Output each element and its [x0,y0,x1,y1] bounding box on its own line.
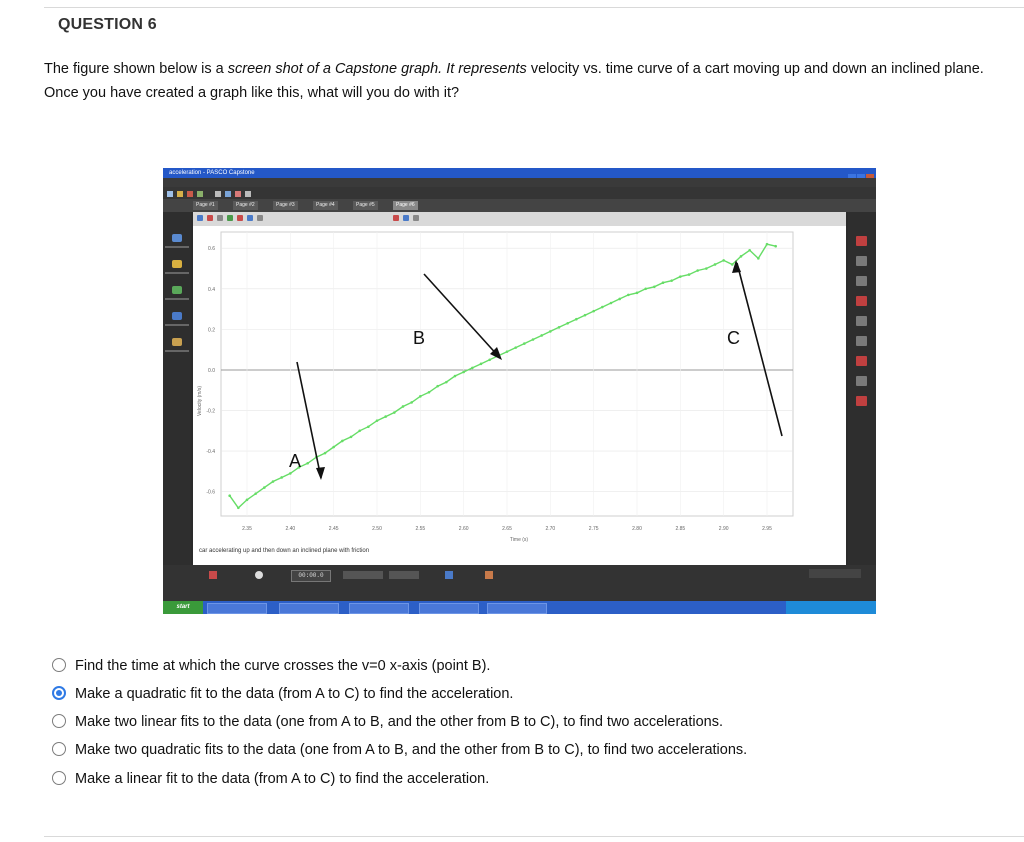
table-display-icon[interactable] [856,256,867,266]
data-point [679,275,682,278]
window-controls [847,169,874,177]
timer-display: 00:00.0 [291,570,331,582]
calculator-icon[interactable] [172,286,182,294]
data-point [471,367,474,370]
x-tick-label: 2.70 [545,526,556,532]
taskbar-item[interactable] [279,603,339,614]
controls-bar [163,565,876,601]
velocity-series-line [230,244,776,508]
data-point [514,346,517,349]
data-point [636,292,639,295]
start-button[interactable]: start [163,601,203,614]
palette-label [165,298,189,300]
scope-display-icon[interactable] [856,336,867,346]
displays-palette [848,212,876,565]
curve-fit-icon[interactable] [207,215,213,221]
annotation-b: B [413,328,426,348]
data-point [523,342,526,345]
data-point [488,359,491,362]
data-point [670,279,673,282]
palette-label [165,246,189,248]
data-point [306,462,309,465]
radio-button[interactable] [52,742,66,756]
data-point [246,498,249,501]
stats-icon[interactable] [247,215,253,221]
record-icon [209,571,217,579]
data-point [662,281,665,284]
slope-icon[interactable] [257,215,263,221]
data-point [575,318,578,321]
data-point [419,395,422,398]
graph-display-icon[interactable] [856,236,867,246]
tools-icon[interactable] [172,338,182,346]
data-point [757,257,760,260]
data-point [445,381,448,384]
data-point [584,314,587,317]
graph-toolbar [193,212,846,227]
tab-page-3[interactable]: Page #3 [273,201,298,210]
data-point [332,446,335,449]
taskbar-item[interactable] [207,603,267,614]
data-point [462,371,465,374]
velocity-series-points [228,243,777,509]
tab-page-2[interactable]: Page #2 [233,201,258,210]
rate-dropdown [389,571,419,579]
data-point [592,310,595,313]
x-tick-label: 2.90 [718,526,729,532]
question-prompt: Once you have created a graph like this, what will you do with it? [44,85,460,101]
radio-button[interactable] [52,658,66,672]
answer-option[interactable] [52,656,952,676]
delete-icon[interactable] [237,215,243,221]
radio-button[interactable] [52,714,66,728]
control-icons [163,565,876,601]
data-point [376,419,379,422]
answer-option[interactable] [52,712,952,732]
y-tick-label: 0.2 [208,327,215,334]
data-point [610,302,613,305]
y-axis-ticks [206,246,215,495]
data-point [549,330,552,333]
data-point [324,452,327,455]
data-point [558,326,561,329]
data-point [254,492,257,495]
stem-part-4: velocity vs. time curve of a cart moving up and down an inclined plane. [526,61,984,77]
palette-label [165,272,189,274]
x-tick-label: 2.55 [415,526,426,532]
y-tick-label: 0.0 [208,367,215,374]
data-point [454,375,457,378]
data-point [384,415,387,418]
tab-page-5[interactable]: Page #5 [353,201,378,210]
menu-bar [163,178,876,187]
data-point [228,494,231,497]
page-tabs [163,199,876,212]
data-point [237,507,240,510]
data-point [350,436,353,439]
x-axis-label: Time (s) [509,537,529,543]
settings-icon[interactable] [413,215,419,221]
coordinates-icon[interactable] [217,215,223,221]
data-point [705,267,708,270]
velocity-time-chart [193,226,846,565]
capture-dropdown [809,569,861,578]
text-display-icon[interactable] [856,356,867,366]
x-tick-label: 2.85 [675,526,686,532]
arrow-c-head [732,260,741,273]
fft-display-icon[interactable] [856,316,867,326]
continuous-mode-icon [255,571,263,579]
tab-page-6[interactable]: Page #6 [393,201,418,210]
meter-display-icon[interactable] [856,296,867,306]
bottom-divider [44,836,1024,837]
chart-grid [221,232,793,516]
window-title: acceleration - PASCO Capstone [169,170,255,176]
stem-part-2: screen shot of a Capstone graph. It [227,61,455,77]
stem-part-1: The figure shown below is a [44,61,228,77]
data-point [410,401,413,404]
taskbar-item[interactable] [349,603,409,614]
data-point [506,350,509,353]
data-point [367,425,370,428]
option-label: Make two quadratic fits to the data (one from A to B, and the other from B to C), to find two accelerations. [75,742,748,758]
annotation-c: C [727,328,740,348]
x-tick-label: 2.50 [372,526,382,532]
x-tick-label: 2.40 [285,526,296,532]
data-point [263,486,266,489]
annotation-icon[interactable] [227,215,233,221]
data-point [774,245,777,248]
tab-page-1[interactable]: Page #1 [193,201,218,210]
windows-taskbar [163,601,876,614]
data-point [601,306,604,309]
data-point [402,405,405,408]
y-tick-label: -0.4 [206,449,215,456]
data-point [272,480,275,483]
window-titlebar [163,168,876,178]
question-text [44,60,1012,102]
annotation-a: A [289,451,302,471]
data-point [748,249,751,252]
data-point [618,298,621,301]
answer-option[interactable] [52,769,952,789]
data-summary-icon[interactable] [172,260,182,268]
x-tick-label: 2.80 [632,526,642,532]
option-label: Make a linear fit to the data (from A to C) to find the acceleration. [75,771,490,787]
calibration-icon [485,571,493,579]
radio-button[interactable] [52,771,66,785]
data-summary-icon [445,571,453,579]
x-tick-label: 2.65 [502,526,512,532]
data-point [280,476,283,479]
sample-rate-control [343,571,383,579]
data-point [740,255,743,258]
data-point [688,273,691,276]
y-axis-label: Velocity (m/s) [197,385,203,417]
data-point [731,263,734,266]
answer-option[interactable] [52,740,952,760]
data-point [653,285,656,288]
data-point [341,440,344,443]
scale-icon[interactable] [197,215,203,221]
x-tick-label: 2.95 [762,526,772,532]
tools-palette [163,212,191,565]
data-point [714,263,717,266]
graph-display [193,226,846,565]
x-tick-label: 2.60 [458,526,469,532]
y-tick-label: 0.4 [208,286,215,293]
y-tick-label: -0.2 [206,408,215,415]
radio-button-selected[interactable] [52,686,66,700]
data-point [393,411,396,414]
data-point [358,430,361,433]
tab-page-4[interactable]: Page #4 [313,201,338,210]
capstone-screenshot [163,168,876,614]
data-point [436,385,439,388]
x-tick-label: 2.75 [588,526,599,532]
data-point [532,338,535,341]
taskbar-item[interactable] [419,603,479,614]
palette-label [165,324,189,326]
data-point [627,294,630,297]
palette-label [165,350,189,352]
arrow-b-shaft [424,274,500,358]
x-axis-ticks [242,526,772,532]
answer-option[interactable] [52,684,952,704]
data-point [696,269,699,272]
arrow-a-head [316,467,325,480]
option-label: Make a quadratic fit to the data (from A to C) to find the acceleration. [75,686,514,702]
y-tick-label: 0.6 [208,246,215,253]
signal-generator-icon[interactable] [172,312,182,320]
area-icon[interactable] [403,215,409,221]
y-tick-label: -0.6 [206,489,215,496]
data-point [289,472,292,475]
data-point [766,243,769,246]
main-toolbar [163,187,876,199]
x-tick-label: 2.45 [328,526,339,532]
data-point [480,363,483,366]
data-point [566,322,569,325]
taskbar-item[interactable] [487,603,547,614]
hardware-setup-icon[interactable] [172,234,182,242]
data-point [428,391,431,394]
digits-display-icon[interactable] [856,276,867,286]
option-label: Make two linear fits to the data (one from A to B, and the other from B to C), to find two accelerations. [75,714,723,730]
movie-display-icon[interactable] [856,376,867,386]
data-point [644,288,647,291]
graph-caption: car accelerating up and then down an inclined plane with friction [199,548,370,554]
stem-part-3: represents [454,61,527,77]
option-label: Find the time at which the curve crosses the v=0 x-axis (point B). [75,658,491,674]
data-point [540,334,543,337]
question-stem [44,60,1012,78]
data-point [722,259,725,262]
system-tray [786,601,876,614]
top-divider [44,7,1024,8]
image-display-icon[interactable] [856,396,867,406]
highlight-icon[interactable] [393,215,399,221]
question-title: QUESTION 6 [58,16,157,33]
x-tick-label: 2.35 [242,526,252,532]
